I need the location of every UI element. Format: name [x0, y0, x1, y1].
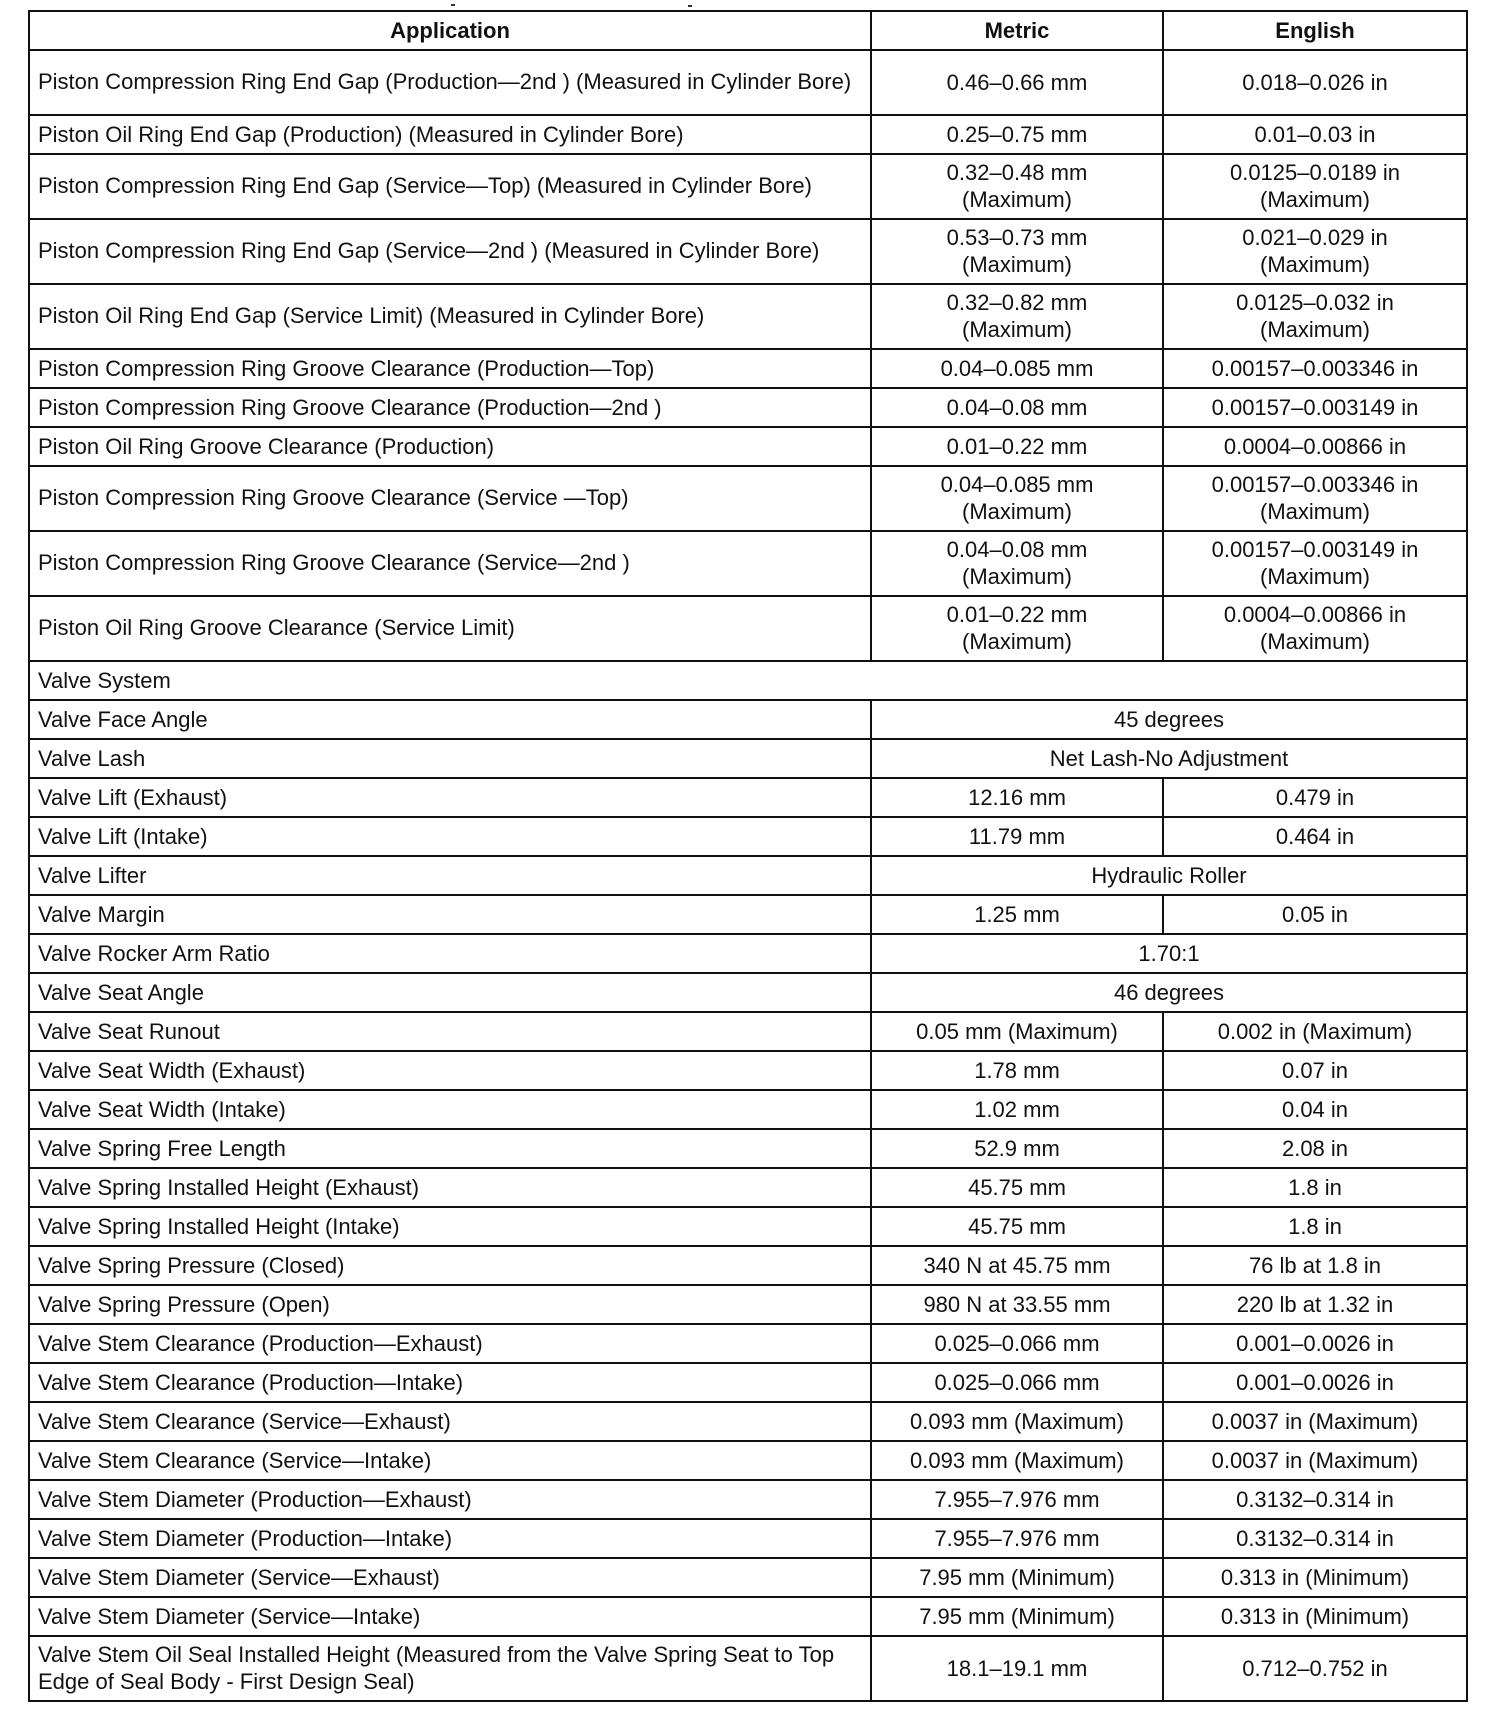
english-cell-value: 0.018–0.026 in [1242, 69, 1388, 95]
application-cell: Piston Compression Ring End Gap (Production—2nd ) (Measured in Cylinder Bore) [29, 50, 871, 115]
english-cell-value: 220 lb at 1.32 in [1236, 1291, 1394, 1317]
section-header-row [29, 661, 1467, 700]
english-cell [1163, 1597, 1467, 1636]
english-cell-value: 0.3132–0.314 in [1236, 1486, 1394, 1512]
metric-cell [871, 1363, 1163, 1402]
table-row [29, 934, 1467, 973]
metric-cell-value: 0.093 mm (Maximum) [910, 1408, 1124, 1434]
metric-cell [871, 817, 1163, 856]
english-cell-value: 0.0125–0.032 in [1236, 290, 1394, 315]
english-cell [1163, 895, 1467, 934]
english-cell-value: 0.0037 in (Maximum) [1211, 1447, 1419, 1473]
application-cell: Valve Seat Angle [29, 973, 871, 1012]
combined-value-cell: 1.70:1 [871, 934, 1467, 973]
metric-cell [871, 1090, 1163, 1129]
piston-specs-group [29, 50, 1467, 661]
column-header-english: English [1163, 11, 1467, 50]
combined-value-cell: Net Lash-No Adjustment [871, 739, 1467, 778]
metric-cell [871, 1207, 1163, 1246]
metric-cell-value: 52.9 mm [974, 1135, 1060, 1161]
table-row [29, 1402, 1467, 1441]
metric-cell-note: (Maximum) [962, 317, 1072, 342]
table-row [29, 388, 1467, 427]
combined-value-cell: Hydraulic Roller [871, 856, 1467, 895]
table-row [29, 973, 1467, 1012]
metric-cell-value: 0.04–0.08 mm [946, 537, 1088, 562]
metric-cell [871, 596, 1163, 661]
metric-cell-value: 0.46–0.66 mm [946, 69, 1088, 95]
table-row [29, 1051, 1467, 1090]
metric-cell-value: 0.01–0.22 mm [946, 602, 1088, 627]
english-cell [1163, 596, 1467, 661]
metric-cell [871, 531, 1163, 596]
table-row [29, 1285, 1467, 1324]
table-row [29, 1480, 1467, 1519]
english-cell-value: 0.00157–0.003149 in [1211, 537, 1419, 562]
english-cell-value: 76 lb at 1.8 in [1248, 1252, 1382, 1278]
application-cell: Valve Spring Pressure (Closed) [29, 1246, 871, 1285]
metric-cell-value: 45.75 mm [968, 1213, 1066, 1239]
application-cell: Valve Stem Oil Seal Installed Height (Measured from the Valve Spring Seat to Top Edge of Seal Body - First Design Seal) [29, 1636, 871, 1701]
application-cell: Valve Lash [29, 739, 871, 778]
specifications-table [28, 10, 1468, 1702]
english-cell [1163, 1480, 1467, 1519]
table-row [29, 1441, 1467, 1480]
english-cell-value: 0.00157–0.003346 in [1211, 472, 1419, 497]
application-cell: Valve Stem Clearance (Production—Intake) [29, 1363, 871, 1402]
english-cell-value: 0.00157–0.003149 in [1211, 394, 1419, 420]
english-cell-note: (Maximum) [1260, 187, 1370, 212]
english-cell [1163, 1129, 1467, 1168]
scan-artifact-mark [451, 4, 455, 6]
english-cell [1163, 388, 1467, 427]
english-cell [1163, 1090, 1467, 1129]
english-cell-value: 1.8 in [1288, 1174, 1342, 1200]
english-cell [1163, 427, 1467, 466]
metric-cell-value: 0.32–0.48 mm [946, 160, 1088, 185]
metric-cell [871, 1051, 1163, 1090]
english-cell [1163, 1285, 1467, 1324]
metric-cell [871, 388, 1163, 427]
table-row [29, 349, 1467, 388]
application-cell: Valve Stem Diameter (Production—Intake) [29, 1519, 871, 1558]
table-row [29, 1519, 1467, 1558]
metric-cell [871, 1129, 1163, 1168]
english-cell-value: 0.01–0.03 in [1254, 121, 1376, 147]
metric-cell-value: 11.79 mm [968, 823, 1066, 849]
metric-cell-value: 0.04–0.085 mm [940, 355, 1094, 381]
english-cell-value: 0.0125–0.0189 in [1229, 160, 1401, 185]
application-cell: Valve Lift (Exhaust) [29, 778, 871, 817]
metric-cell-note: (Maximum) [962, 252, 1072, 277]
english-cell [1163, 1519, 1467, 1558]
english-cell-note: (Maximum) [1260, 499, 1370, 524]
english-cell-note: (Maximum) [1260, 564, 1370, 589]
application-cell: Valve Spring Installed Height (Exhaust) [29, 1168, 871, 1207]
metric-cell [871, 115, 1163, 154]
english-cell [1163, 466, 1467, 531]
metric-cell [871, 1441, 1163, 1480]
application-cell: Valve Rocker Arm Ratio [29, 934, 871, 973]
metric-cell [871, 284, 1163, 349]
english-cell [1163, 154, 1467, 219]
english-cell-value: 0.712–0.752 in [1242, 1655, 1388, 1681]
table-row [29, 219, 1467, 284]
english-cell [1163, 1246, 1467, 1285]
table-row [29, 284, 1467, 349]
application-cell: Valve Stem Clearance (Production—Exhaust) [29, 1324, 871, 1363]
application-cell: Valve Lift (Intake) [29, 817, 871, 856]
table-row [29, 1168, 1467, 1207]
english-cell-value: 0.313 in (Minimum) [1220, 1564, 1410, 1590]
english-cell-value: 0.0037 in (Maximum) [1211, 1408, 1419, 1434]
metric-cell-value: 1.25 mm [974, 901, 1060, 927]
column-header-metric: Metric [871, 11, 1163, 50]
application-cell: Piston Compression Ring End Gap (Service—Top) (Measured in Cylinder Bore) [29, 154, 871, 219]
metric-cell-note: (Maximum) [962, 499, 1072, 524]
table-row [29, 1246, 1467, 1285]
metric-cell [871, 427, 1163, 466]
application-cell: Valve Face Angle [29, 700, 871, 739]
table-row [29, 1207, 1467, 1246]
combined-value-cell: 46 degrees [871, 973, 1467, 1012]
metric-cell [871, 1324, 1163, 1363]
english-cell-value: 0.313 in (Minimum) [1220, 1603, 1410, 1629]
metric-cell-value: 0.53–0.73 mm [946, 225, 1088, 250]
metric-cell-value: 0.04–0.08 mm [946, 394, 1088, 420]
english-cell-value: 0.021–0.029 in [1242, 225, 1388, 250]
english-cell [1163, 1636, 1467, 1701]
table-row [29, 1363, 1467, 1402]
table-row [29, 1558, 1467, 1597]
application-cell: Piston Compression Ring End Gap (Service—2nd ) (Measured in Cylinder Bore) [29, 219, 871, 284]
table-row [29, 739, 1467, 778]
table-row [29, 1324, 1467, 1363]
application-cell: Valve Seat Runout [29, 1012, 871, 1051]
application-cell: Valve Spring Installed Height (Intake) [29, 1207, 871, 1246]
metric-cell-value: 0.04–0.085 mm [940, 472, 1094, 497]
english-cell-value: 0.002 in (Maximum) [1217, 1018, 1413, 1044]
english-cell [1163, 1168, 1467, 1207]
table-row [29, 115, 1467, 154]
metric-cell [871, 50, 1163, 115]
metric-cell-value: 0.25–0.75 mm [946, 121, 1088, 147]
metric-cell-value: 7.955–7.976 mm [934, 1525, 1100, 1551]
table-row [29, 1597, 1467, 1636]
metric-cell-value: 340 N at 45.75 mm [923, 1252, 1111, 1278]
application-cell: Piston Oil Ring Groove Clearance (Service Limit) [29, 596, 871, 661]
english-cell [1163, 531, 1467, 596]
metric-cell [871, 154, 1163, 219]
english-cell-note: (Maximum) [1260, 317, 1370, 342]
table-row [29, 856, 1467, 895]
metric-cell-note: (Maximum) [962, 187, 1072, 212]
table-row [29, 531, 1467, 596]
english-cell-value: 2.08 in [1281, 1135, 1349, 1161]
english-cell-value: 0.05 in [1281, 901, 1349, 927]
metric-cell [871, 1402, 1163, 1441]
english-cell [1163, 1051, 1467, 1090]
table-row [29, 895, 1467, 934]
metric-cell-note: (Maximum) [962, 564, 1072, 589]
metric-cell-value: 7.95 mm (Minimum) [919, 1603, 1115, 1629]
application-cell: Valve Stem Diameter (Service—Intake) [29, 1597, 871, 1636]
table-row [29, 1090, 1467, 1129]
english-cell [1163, 1363, 1467, 1402]
application-cell: Valve Stem Diameter (Production—Exhaust) [29, 1480, 871, 1519]
application-cell: Piston Oil Ring End Gap (Production) (Measured in Cylinder Bore) [29, 115, 871, 154]
metric-cell [871, 1246, 1163, 1285]
table-row [29, 1129, 1467, 1168]
english-cell-value: 0.3132–0.314 in [1236, 1525, 1394, 1551]
table-row [29, 427, 1467, 466]
english-cell [1163, 1012, 1467, 1051]
application-cell: Valve Stem Diameter (Service—Exhaust) [29, 1558, 871, 1597]
table-row [29, 50, 1467, 115]
application-cell: Piston Oil Ring Groove Clearance (Production) [29, 427, 871, 466]
english-cell [1163, 349, 1467, 388]
english-cell [1163, 1207, 1467, 1246]
metric-cell-value: 0.05 mm (Maximum) [916, 1018, 1118, 1044]
metric-cell-value: 0.01–0.22 mm [946, 433, 1088, 459]
english-cell [1163, 115, 1467, 154]
metric-cell [871, 219, 1163, 284]
application-cell: Valve Margin [29, 895, 871, 934]
metric-cell [871, 778, 1163, 817]
application-cell: Valve Seat Width (Intake) [29, 1090, 871, 1129]
metric-cell [871, 466, 1163, 531]
metric-cell [871, 1558, 1163, 1597]
metric-cell [871, 1597, 1163, 1636]
english-cell-value: 0.0004–0.00866 in [1223, 602, 1407, 627]
metric-cell [871, 349, 1163, 388]
table-header-row [29, 11, 1467, 50]
application-cell: Valve Stem Clearance (Service—Intake) [29, 1441, 871, 1480]
english-cell-value: 0.001–0.0026 in [1236, 1330, 1394, 1356]
table-row [29, 466, 1467, 531]
column-header-application: Application [29, 11, 871, 50]
english-cell [1163, 284, 1467, 349]
application-cell: Piston Compression Ring Groove Clearance (Production—2nd ) [29, 388, 871, 427]
metric-cell-value: 18.1–19.1 mm [946, 1655, 1088, 1681]
metric-cell [871, 1480, 1163, 1519]
metric-cell-value: 980 N at 33.55 mm [923, 1291, 1111, 1317]
metric-cell-value: 0.025–0.066 mm [934, 1330, 1100, 1356]
english-cell-value: 0.479 in [1275, 784, 1355, 810]
metric-cell-value: 7.95 mm (Minimum) [919, 1564, 1115, 1590]
english-cell-value: 0.07 in [1281, 1057, 1349, 1083]
application-cell: Valve Seat Width (Exhaust) [29, 1051, 871, 1090]
table-row [29, 596, 1467, 661]
metric-cell-value: 0.32–0.82 mm [946, 290, 1088, 315]
application-cell: Piston Oil Ring End Gap (Service Limit) (Measured in Cylinder Bore) [29, 284, 871, 349]
section-title-valve-system: Valve System [29, 661, 1467, 700]
table-row [29, 1636, 1467, 1701]
metric-cell-value: 1.78 mm [974, 1057, 1060, 1083]
english-cell [1163, 1441, 1467, 1480]
application-cell: Piston Compression Ring Groove Clearance (Service—2nd ) [29, 531, 871, 596]
metric-cell [871, 1012, 1163, 1051]
english-cell-value: 0.001–0.0026 in [1236, 1369, 1394, 1395]
english-cell-note: (Maximum) [1260, 252, 1370, 277]
application-cell: Valve Spring Pressure (Open) [29, 1285, 871, 1324]
metric-cell-value: 7.955–7.976 mm [934, 1486, 1100, 1512]
metric-cell [871, 1636, 1163, 1701]
scan-artifact-mark [688, 5, 692, 7]
table-row [29, 1012, 1467, 1051]
application-cell: Valve Spring Free Length [29, 1129, 871, 1168]
english-cell-value: 0.0004–0.00866 in [1223, 433, 1407, 459]
english-cell [1163, 50, 1467, 115]
english-cell [1163, 1402, 1467, 1441]
application-cell: Piston Compression Ring Groove Clearance (Service —Top) [29, 466, 871, 531]
table-row [29, 154, 1467, 219]
english-cell-value: 1.8 in [1288, 1213, 1342, 1239]
application-cell: Valve Stem Clearance (Service—Exhaust) [29, 1402, 871, 1441]
application-cell: Valve Lifter [29, 856, 871, 895]
table-row [29, 700, 1467, 739]
english-cell-value: 0.04 in [1281, 1096, 1349, 1122]
english-cell-note: (Maximum) [1260, 629, 1370, 654]
metric-cell [871, 1168, 1163, 1207]
metric-cell-value: 1.02 mm [974, 1096, 1060, 1122]
combined-value-cell: 45 degrees [871, 700, 1467, 739]
metric-cell [871, 895, 1163, 934]
english-cell [1163, 1324, 1467, 1363]
application-cell: Piston Compression Ring Groove Clearance (Production—Top) [29, 349, 871, 388]
metric-cell-value: 0.025–0.066 mm [934, 1369, 1100, 1395]
metric-cell [871, 1285, 1163, 1324]
metric-cell-value: 45.75 mm [968, 1174, 1066, 1200]
english-cell-value: 0.464 in [1275, 823, 1355, 849]
metric-cell-value: 12.16 mm [968, 784, 1066, 810]
valve-system-group [29, 661, 1467, 1701]
english-cell [1163, 778, 1467, 817]
metric-cell-value: 0.093 mm (Maximum) [910, 1447, 1124, 1473]
english-cell [1163, 817, 1467, 856]
metric-cell [871, 1519, 1163, 1558]
table-row [29, 778, 1467, 817]
table-row [29, 817, 1467, 856]
metric-cell-note: (Maximum) [962, 629, 1072, 654]
english-cell [1163, 219, 1467, 284]
english-cell-value: 0.00157–0.003346 in [1211, 355, 1419, 381]
english-cell [1163, 1558, 1467, 1597]
